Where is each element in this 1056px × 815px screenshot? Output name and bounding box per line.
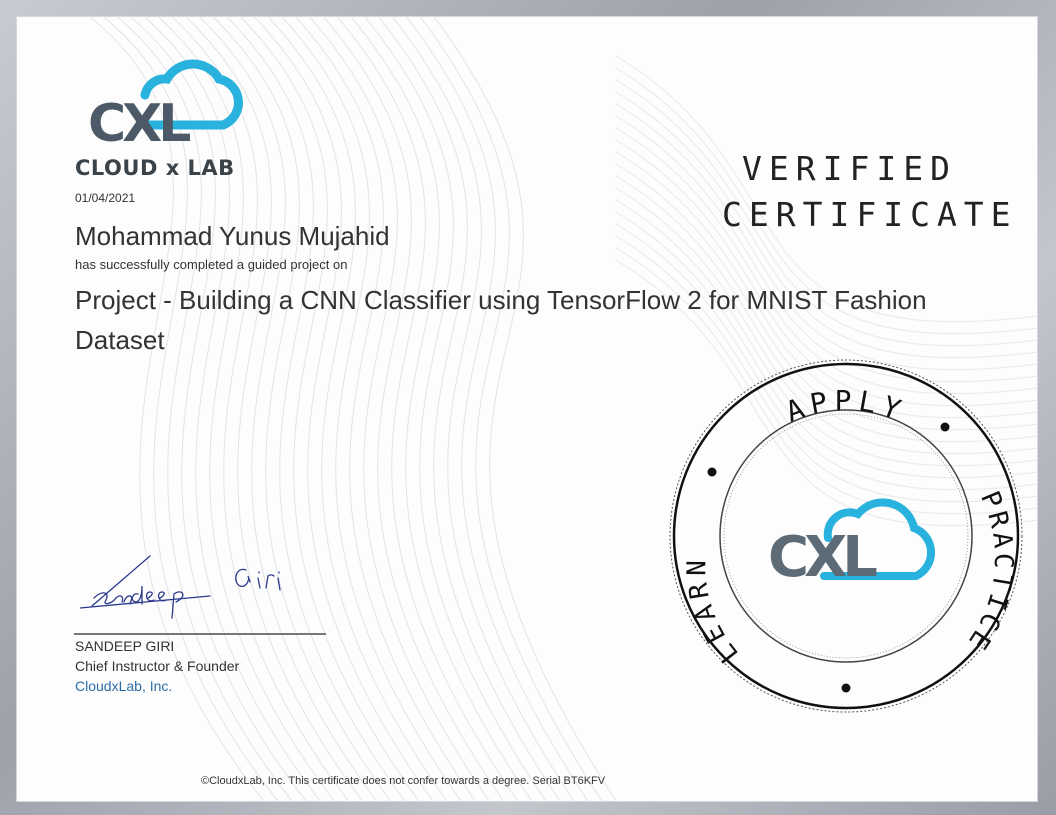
recipient-name: Mohammad Yunus Mujahid xyxy=(75,221,390,251)
svg-text:PRACTICE: PRACTICE xyxy=(960,487,1019,658)
wave-line xyxy=(244,16,444,802)
svg-text:CXL: CXL xyxy=(768,525,873,590)
certificate-heading xyxy=(722,146,1018,238)
wave-line xyxy=(328,16,528,802)
svg-text:LEARN: LEARN xyxy=(682,554,745,669)
wave-line xyxy=(342,16,542,802)
completion-statement: has successfully completed a guided project on xyxy=(75,257,348,272)
cloudxlab-logo-icon xyxy=(73,57,253,152)
apply-practice-learn-seal-icon xyxy=(664,354,1028,718)
handwritten-signature xyxy=(80,548,300,628)
footer-disclaimer: ©CloudxLab, Inc. This certificate does not confer towards a degree. Serial BT6KFV xyxy=(201,775,606,787)
wave-line xyxy=(384,16,584,802)
brand-name: CLOUD x LAB xyxy=(75,156,235,180)
svg-text:APPLY: APPLY xyxy=(781,384,911,429)
signer-name: SANDEEP GIRI xyxy=(75,638,175,654)
wave-line xyxy=(230,16,430,802)
wave-line xyxy=(370,16,570,802)
wave-line xyxy=(314,16,514,802)
wave-line xyxy=(258,16,458,802)
wave-line xyxy=(412,16,612,802)
wave-line xyxy=(300,16,500,802)
issue-date: 01/04/2021 xyxy=(75,191,136,205)
signature-line xyxy=(74,633,326,635)
wave-line xyxy=(398,16,598,802)
wave-line xyxy=(356,16,556,802)
svg-text:CXL: CXL xyxy=(88,94,188,152)
wave-line xyxy=(426,16,626,802)
project-title: Project - Building a CNN Classifier using TensorFlow 2 for MNIST Fashion Dataset xyxy=(75,285,927,355)
signer-title: Chief Instructor & Founder xyxy=(75,658,240,674)
heading-line-verified: VERIFIED xyxy=(742,149,957,188)
company-name: CloudxLab, Inc. xyxy=(75,678,173,694)
heading-line-certificate: CERTIFICATE xyxy=(722,195,1018,234)
